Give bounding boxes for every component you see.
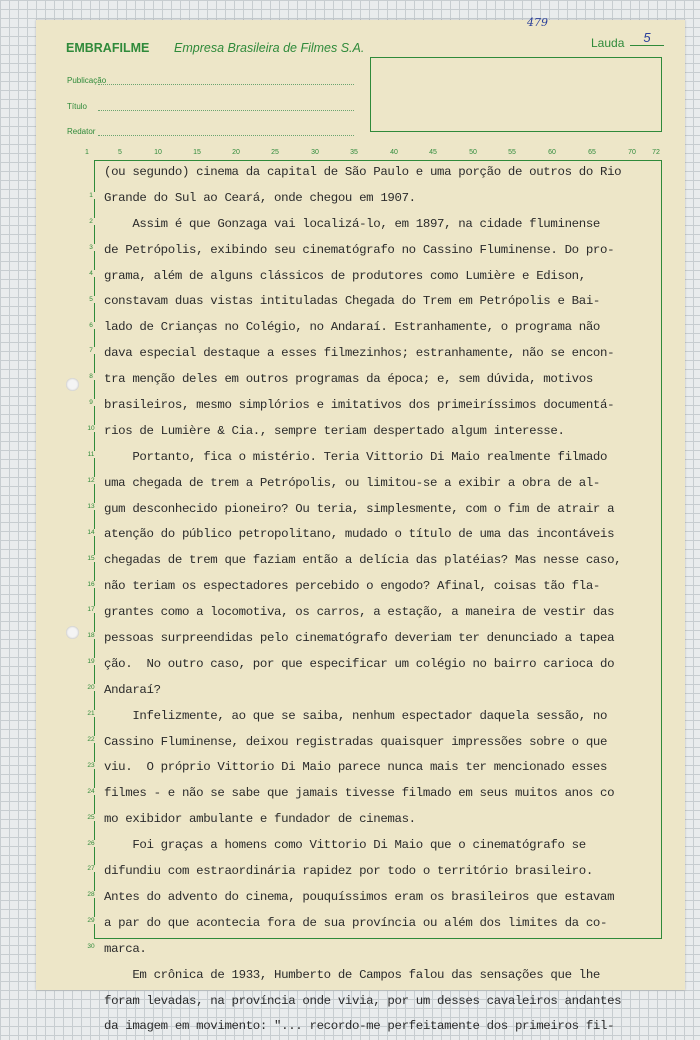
text-line: gum desconhecido pioneiro? Ou teria, simplesmente, com o fim de atrair a [104,501,615,516]
ruler-mark: 60 [548,149,556,156]
line-number: 24 [87,787,95,795]
text-line: Em crônica de 1933, Humberto de Campos falou das sensações que lhe [104,967,600,982]
field-label-publicacao: Publicação [67,76,107,85]
text-line: da imagem em movimento: "... recordo-me perfeitamente dos primeiros fil- [104,1019,615,1034]
text-line: grantes como a locomotiva, os carros, a estação, a maneira de vestir das [104,605,615,620]
field-line-titulo [98,110,354,111]
ruler-mark: 70 [628,149,636,156]
line-number: 8 [86,373,96,380]
lauda-label: Lauda [591,36,625,50]
line-number: 11 [87,451,95,458]
text-line: tra menção deles em outros programas da época; e, sem dúvida, motivos [104,372,593,387]
text-line: foram levadas, na província onde vivia, por um desses cavaleiros andantes [104,993,622,1008]
ruler-mark: 55 [508,149,516,156]
text-line: uma chegada de trem a Petrópolis, ou limitou-se a exibir a obra de al- [104,475,600,490]
brand-name: EMBRAFILME [66,41,150,55]
line-number: 23 [87,761,95,769]
line-number: 12 [87,476,95,484]
ruler-mark: 25 [271,149,279,156]
line-number: 16 [87,580,95,588]
line-number: 4 [86,270,96,277]
text-line: rios de Lumière & Cia., sempre teriam despertado algum interesse. [104,423,565,438]
field-line-publicacao [98,84,354,85]
line-number: 30 [87,943,95,951]
text-line: Infelizmente, ao que se saiba, nenhum espectador daquela sessão, no [104,708,608,723]
typescript-page [36,16,685,1034]
text-line: constavam duas vistas intituladas Chegada do Trem em Petrópolis e Bai- [104,294,600,309]
ruler-mark: 65 [588,149,596,156]
ruler-mark: 20 [232,149,240,156]
text-line: Foi graças a homens como Vittorio Di Maio que o cinematógrafo se [104,838,586,853]
text-line: Antes do advento do cinema, pouquíssimos eram os brasileiros que estavam [104,889,615,904]
lauda-value: 5 [630,30,664,46]
text-line: Assim é que Gonzaga vai localizá-lo, em 1897, na cidade fluminense [104,216,600,231]
line-number: 1 [86,192,96,199]
field-label-titulo: Título [67,102,88,111]
ruler-mark: 40 [390,149,398,156]
text-line: de Petrópolis, exibindo seu cinematógrafo no Cassino Fluminense. Do pro- [104,242,615,257]
ruler-mark: 5 [118,149,122,156]
line-number: 22 [87,735,95,743]
line-number: 15 [87,554,95,562]
line-number: 27 [87,865,95,873]
text-line: Andaraí? [104,682,161,697]
line-number: 28 [87,891,95,899]
ruler-mark: 10 [154,149,162,156]
ruler-mark: 50 [469,149,477,156]
ruler-mark: 1 [85,149,89,156]
text-line: chegadas de trem que faziam então a delícia das platéias? Mas nesse caso, [104,553,622,568]
text-line: (ou segundo) cinema da capital de São Paulo e uma porção de outros do Rio [104,165,622,179]
text-line: ção. No outro caso, por que especificar um colégio no bairro carioca do [104,656,615,671]
text-line: Grande do Sul ao Ceará, onde chegou em 1907. [104,190,416,205]
line-number: 3 [86,244,96,251]
line-number: 19 [87,658,95,666]
text-line: difundiu com estraordinária rapidez por todo o território brasileiro. [104,864,593,879]
line-number: 13 [87,502,95,510]
line-number: 14 [87,528,95,536]
line-number: 6 [86,322,96,329]
line-number: 2 [86,218,96,225]
text-line: a par do que acontecia fora de sua província ou além dos limites da co- [104,915,608,930]
company-name: Empresa Brasileira de Filmes S.A. [174,41,365,55]
stamp-box [370,57,662,132]
line-number: 5 [86,296,96,303]
text-line: lado de Crianças no Colégio, no Andaraí. Estranhamente, o programa não [104,320,600,335]
line-number: 9 [86,399,96,406]
text-line: Portanto, fica o mistério. Teria Vittorio Di Maio realmente filmado [104,449,608,464]
text-line: grama, além de alguns clássicos de produtores como Lumière e Edison, [104,268,586,283]
field-line-redator [98,135,354,136]
line-number: 20 [87,684,95,692]
punch-hole [66,626,79,639]
handwritten-page-number: 479 [527,16,548,29]
ruler-mark: 35 [350,149,358,156]
line-number: 17 [87,606,95,614]
line-number: 18 [87,632,95,640]
line-numbers [86,160,100,951]
text-line: marca. [104,941,147,956]
ruler-mark: 30 [311,149,319,156]
text-line: atenção do público petropolitano, mudado o título de uma das incontáveis [104,527,615,542]
ruler-mark: 72 [652,149,660,156]
text-line: brasileiros, mesmo simplórios e imitativos dos primeiríssimos documentá- [104,398,615,413]
line-number: 26 [87,839,95,847]
ruler-mark: 45 [429,149,437,156]
text-line: mo exibidor ambulante e fundador de cinemas. [104,812,416,827]
field-label-redator: Redator [67,127,96,136]
typed-text [104,160,664,1040]
text-line: Cassino Fluminense, deixou registradas quaisquer impressões sobre o que [104,734,608,749]
text-line: pessoas surpreendidas pelo cinematógrafo deveriam ter denunciado a tapea [104,631,615,646]
text-line: viu. O próprio Vittorio Di Maio parece nunca mais ter mencionado esses [104,760,608,775]
line-number: 7 [86,347,96,354]
text-line: não teriam os espectadores percebido o engodo? Afinal, coisas tão fla- [104,579,600,594]
line-number: 29 [87,917,95,925]
line-number: 21 [87,710,95,717]
line-number: 25 [87,813,95,821]
punch-hole [66,378,79,391]
ruler-mark: 15 [193,149,201,156]
line-number: 10 [87,425,95,433]
text-line: dava especial destaque a esses filmezinhos; estranhamente, não se encon- [104,346,615,361]
text-line: filmes - e não se sabe que jamais tivesse filmado em seus muitos anos co [104,786,615,801]
